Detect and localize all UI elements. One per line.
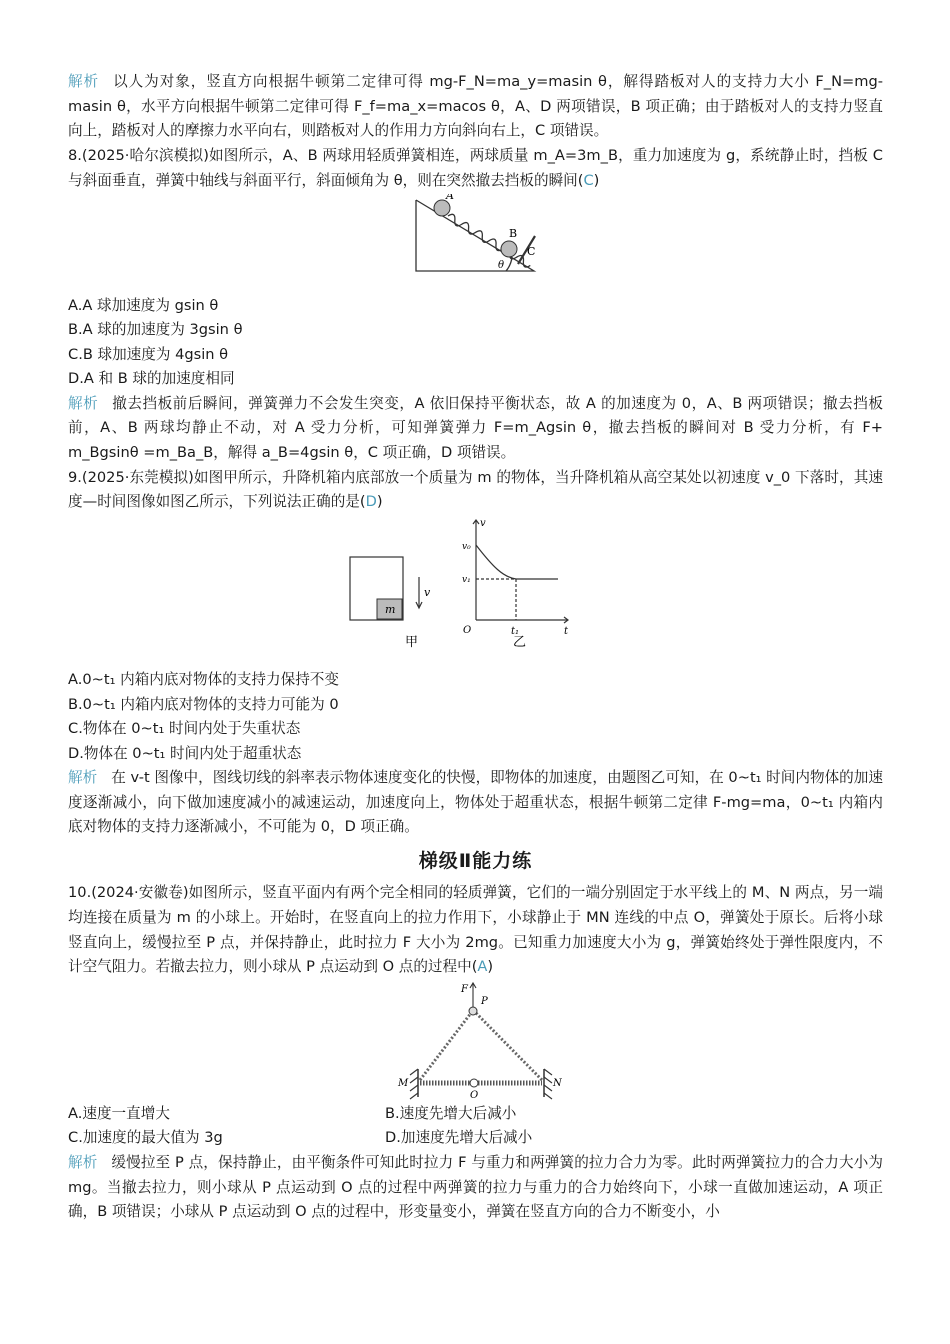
q8-analysis: 解析 撤去挡板前后瞬间，弹簧弹力不会发生突变，A 依旧保持平衡状态，故 A 的加速度为 0，A、B 两项错误；撤去挡板前，A、B 两球均静止不动，对 A 受力分析，可知弹簧弹力 F=m_Agsin θ，撤去挡板的瞬间对 B 受力分析，有 F+ m_Bgsinθ =m_Ba_B，解得 a_B=4gsin θ，C 项正确，D 项错误。 [68, 394, 883, 461]
q8-option-b[interactable]: B.A 球的加速度为 3gsin θ [68, 321, 243, 339]
label-yi: 乙 [513, 635, 527, 651]
spring-left-stretched [420, 1013, 471, 1080]
analysis-label: 解析 [68, 769, 98, 787]
q8-figure [68, 194, 883, 282]
ball-b [501, 241, 517, 257]
q9-option-c[interactable]: C.物体在 0~t₁ 时间内处于失重状态 [68, 720, 301, 738]
q8-option-c[interactable]: C.B 球加速度为 4gsin θ [68, 345, 229, 363]
label-o: O [463, 625, 472, 637]
label-t1: t₁ [511, 626, 520, 638]
q8-stem: 8.(2025·哈尔滨模拟)如图所示，A、B 两球用轻质弹簧相连，两球质量 m_A=3m_B，重力加速度为 g，系统静止时，挡板 C 与斜面垂直，弹簧中轴线与斜面平行，斜面倾角为 θ，则在突然撤去挡板的瞬间(C) [68, 147, 883, 189]
q8-answer: C [583, 171, 594, 189]
q10-option-d[interactable]: D.加速度先增大后减小 [385, 1129, 533, 1147]
label-o: O [470, 1089, 479, 1101]
analysis-label: 解析 [68, 1153, 98, 1171]
label-p: P [481, 995, 488, 1007]
label-jia: 甲 [405, 635, 419, 651]
label-v1: v₁ [462, 575, 471, 586]
analysis-label: 解析 [68, 73, 100, 90]
elevator-vt-diagram [68, 515, 883, 657]
label-b: B [509, 226, 518, 240]
q9-figure [68, 515, 883, 657]
label-theta: θ [498, 259, 505, 271]
label-c: C [527, 244, 536, 258]
label-t: t [564, 626, 569, 638]
spring-right-stretched [476, 1013, 542, 1080]
label-v: v [480, 518, 486, 530]
vt-curve [476, 545, 558, 579]
label-n: N [553, 1077, 562, 1089]
q8-option-d[interactable]: D.A 和 B 球的加速度相同 [68, 370, 235, 388]
q10-option-b[interactable]: B.速度先增大后减小 [385, 1104, 517, 1122]
label-f: F [461, 983, 468, 995]
q10-answer: A [477, 958, 488, 976]
q10-figure [68, 980, 883, 1102]
q9-option-d[interactable]: D.物体在 0~t₁ 时间内处于超重状态 [68, 744, 302, 762]
q8-option-a[interactable]: A.A 球加速度为 gsin θ [68, 296, 219, 314]
q9-option-a[interactable]: A.0~t₁ 内箱内底对物体的支持力保持不变 [68, 671, 339, 689]
label-v-arrow: v [424, 586, 431, 600]
q7-analysis: 解析 以人为对象，竖直方向根据牛顿第二定律可得 mg-F_N=ma_y=masin θ，解得踏板对人的支持力大小 F_N=mg-masin θ，水平方向根据牛顿第二定律可得 F_f=ma_x=macos θ，A、D 两项错误，B 项正确；由于踏板对人的支持力竖直向上，踏板对人的摩擦力水平向右，则踏板对人的作用力方向斜向右上，C 项错误。 [68, 73, 883, 140]
q10-option-a[interactable]: A.速度一直增大 [68, 1104, 170, 1122]
q10-analysis: 解析 缓慢拉至 P 点，保持静止，由平衡条件可知此时拉力 F 与重力和两弹簧的拉力合力为零。此时两弹簧拉力的合力大小为 mg。当撤去拉力，则小球从 P 点运动到 O 点的过程中两弹簧的拉力与重力的合力始终向下，小球一直做加速运动，A 项正确，B 项错误；小球从 P 点运动到 O 点的过程中，形变量变小，弹簧在竖直方向的合力不断变小，小 [68, 1153, 883, 1221]
ball-a [434, 200, 450, 216]
label-m: m [385, 603, 396, 617]
label-a: A [446, 193, 454, 202]
analysis-label: 解析 [68, 394, 99, 412]
q9-analysis: 解析 在 v-t 图像中，图线切线的斜率表示物体速度变化的快慢，即物体的加速度，由题图乙可知，在 0~t₁ 时间内物体的加速度逐渐减小，向下做加速度减小的减速运动，加速度向上，物体处于超重状态，根据牛顿第二定律 F-mg=ma，0~t₁ 内箱内底对物体的支持力逐渐减小，不可能为 0，D 项正确。 [68, 769, 883, 836]
q10-stem: 10.(2024·安徽卷)如图所示，竖直平面内有两个完全相同的轻质弹簧，它们的一端分别固定于水平线上的 M、N 两点，另一端均连接在质量为 m 的小球上。开始时，在竖直向上的拉力作用下，小球静止于 MN 连线的中点 O，弹簧处于原长。后将小球竖直向上，缓慢拉至 P 点，并保持静止，此时拉力 F 大小为 2mg。已知重力加速度大小为 g，弹簧始终处于弹性限度内，不计空气阻力。若撤去拉力，则小球从 P 点运动到 O 点的过程中(A) [68, 884, 883, 976]
q9-stem: 9.(2025·东莞模拟)如图甲所示，升降机箱内底部放一个质量为 m 的物体，当升降机箱从高空某处以初速度 v_0 下落时，其速度—时间图像如图乙所示，下列说法正确的是(D) [68, 468, 883, 511]
incline-diagram [68, 194, 883, 282]
label-m: M [398, 1077, 409, 1089]
section-title: 梯级Ⅱ能力练 [418, 850, 533, 873]
ball-o [470, 1079, 478, 1087]
q9-answer: D [365, 493, 377, 511]
spring-ball-diagram [68, 980, 883, 1102]
q9-option-b[interactable]: B.0~t₁ 内箱内底对物体的支持力可能为 0 [68, 695, 339, 713]
ball-p [469, 1007, 477, 1015]
q10-option-c[interactable]: C.加速度的最大值为 3g [68, 1129, 223, 1147]
page-content [68, 70, 883, 1225]
label-v0: v₀ [462, 542, 471, 553]
q10-options-row-2 [68, 1126, 883, 1151]
theta-arc [506, 257, 512, 271]
q10-options-row-1 [68, 1102, 883, 1127]
